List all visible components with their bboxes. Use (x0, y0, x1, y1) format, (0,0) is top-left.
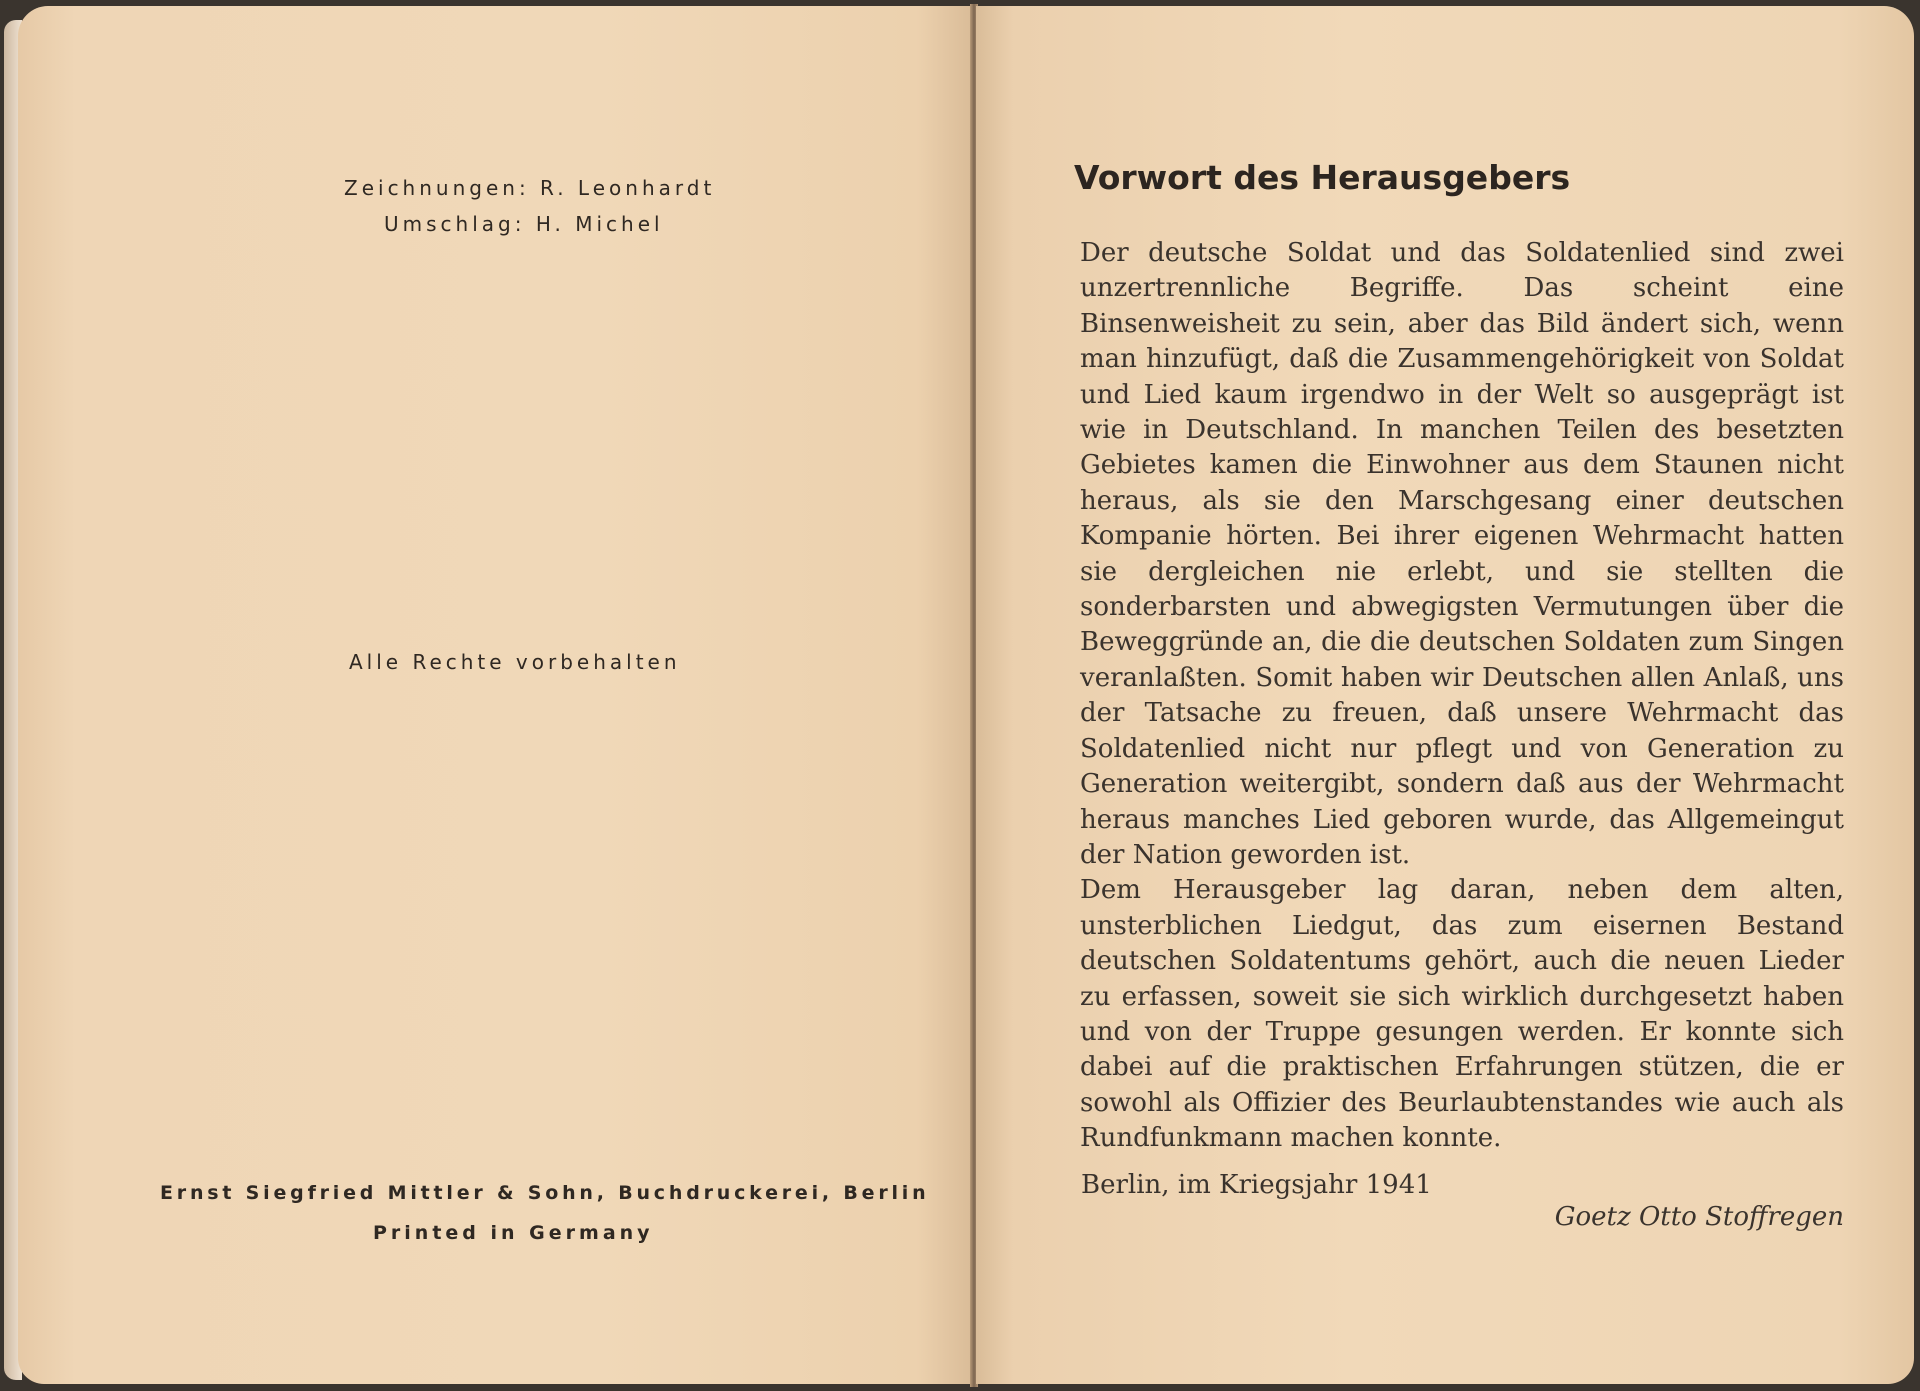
dateline: Berlin, im Kriegsjahr 1941 (1081, 1170, 1432, 1200)
rights-notice: Alle Rechte vorbehalten (349, 650, 681, 674)
credit-drawings: Zeichnungen: R. Leonhardt (344, 176, 716, 200)
printed-in-line: Printed in Germany (373, 1222, 654, 1244)
foreword-paragraph: Der deutsche Soldat und das Soldatenlied sind zwei unzertrennliche Begriffe. Das scheint eine Binsenweisheit zu sein, aber das Bild ändert sich, wenn man hinzufügt, daß die Zusammengehörigkeit von Soldat und Lied kaum irgendwo in der Welt so ausgeprägt ist wie in Deutschland. In manchen Teilen des besetzten Gebietes kamen die Einwohner aus dem Staunen nicht heraus, als sie den Marschgesang einer deutschen Kompanie hörten. Bei ihrer eigenen Wehrmacht hatten sie dergleichen nie erlebt, und sie stellten die sonderbarsten und abwegigsten Vermutungen über die Beweggründe an, die die deutschen Soldaten zum Singen veranlaßten. Somit haben wir Deutschen allen Anlaß, uns der Tatsache zu freuen, daß unsere Wehrmacht das Soldatenlied nicht nur pflegt und von Generation zu Generation weitergibt, sondern daß aus der Wehrmacht heraus manches Lied geboren wurde, das Allgemeingut der Nation geworden ist. (1080, 238, 1844, 870)
credit-cover: Umschlag: H. Michel (384, 212, 664, 236)
foreword-paragraph: Dem Herausgeber lag daran, neben dem alten, unsterblichen Liedgut, das zum eisernen Bestand deutschen Soldatentums gehört, auch die neuen Lieder zu erfassen, soweit sie sich wirklich durchgesetzt haben und von der Truppe gesungen werden. Er konnte sich dabei auf die praktischen Erfahrungen stützen, die er sowohl als Offizier des Beurlaubtenstandes wie auch als Rundfunkmann machen konnte. (1080, 875, 1844, 1154)
page-title: Vorwort des Herausgebers (1074, 158, 1571, 197)
author-signature: Goetz Otto Stoffregen (1554, 1202, 1844, 1232)
printer-line: Ernst Siegfried Mittler & Sohn, Buchdruckerei, Berlin (160, 1182, 930, 1204)
foreword-body (1080, 236, 1844, 1157)
